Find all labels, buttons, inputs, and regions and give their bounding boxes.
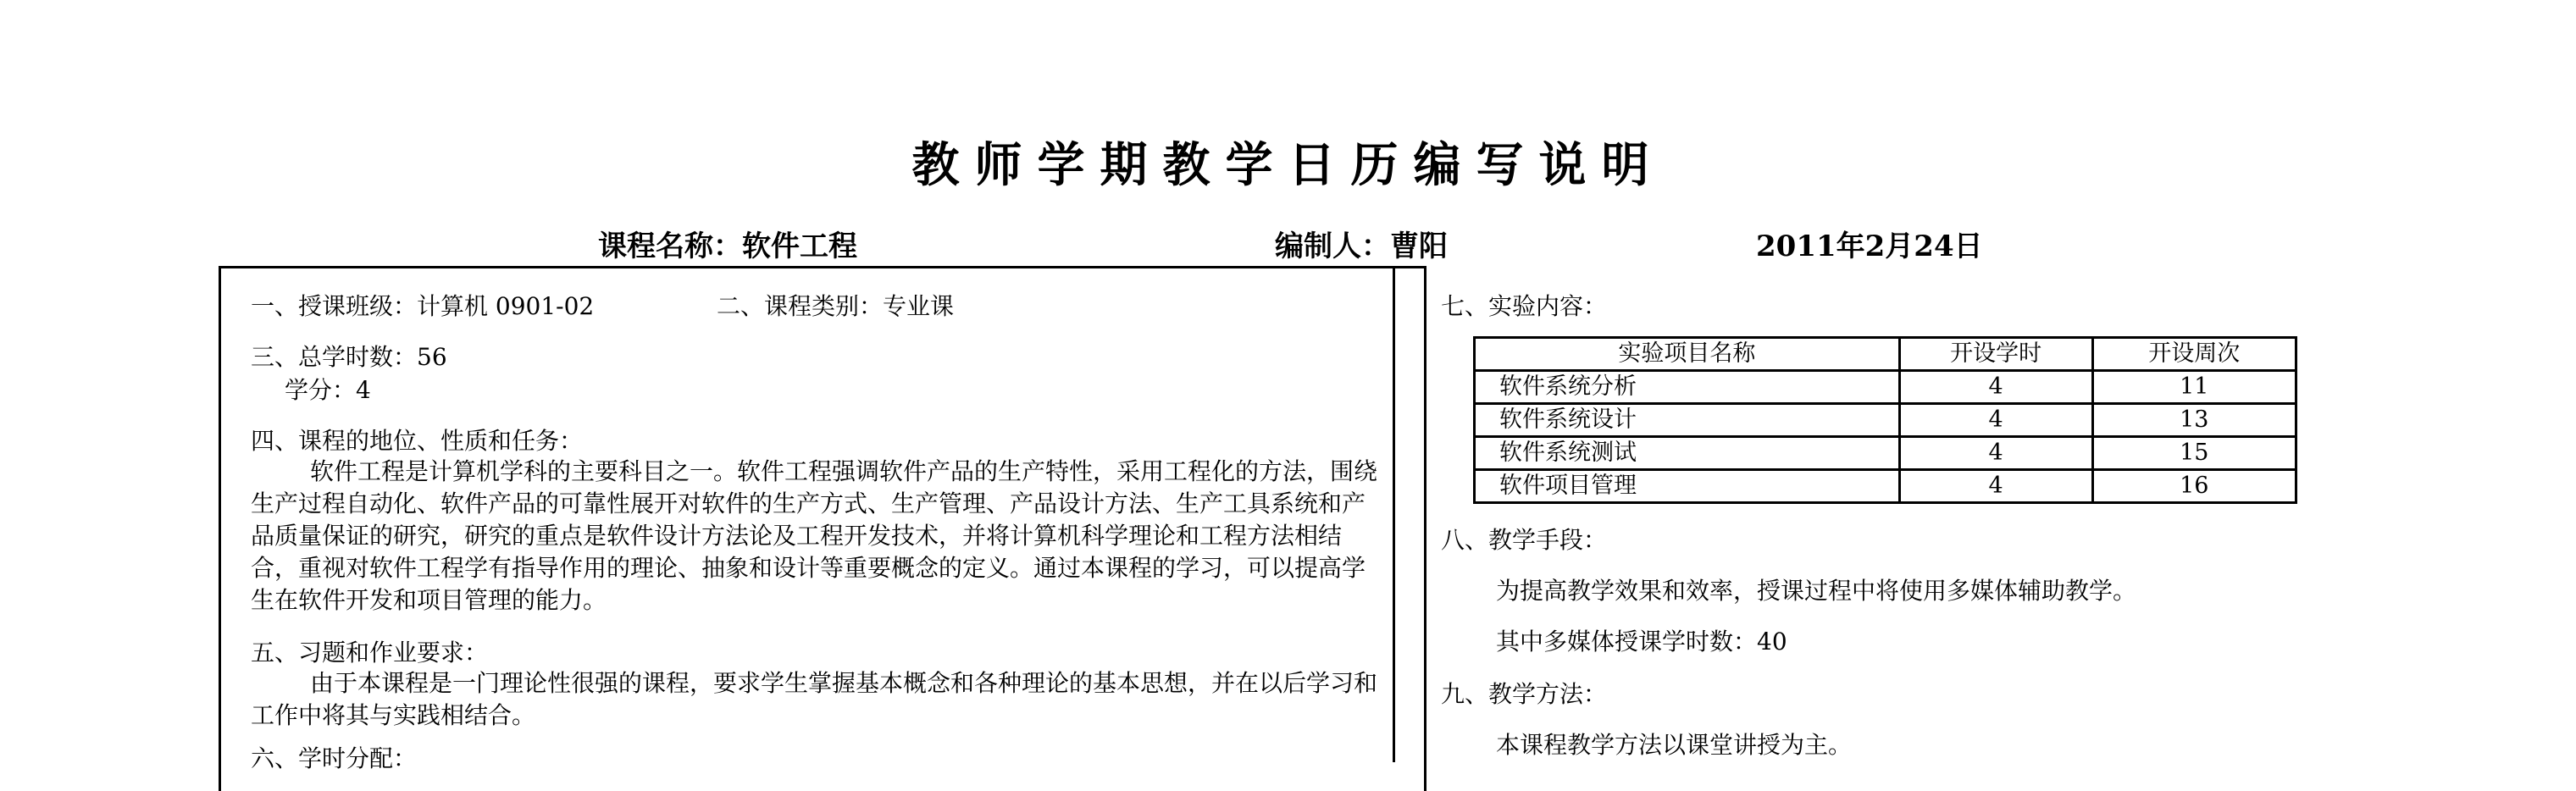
table-cell: 11 <box>2092 371 2296 404</box>
column-header: 开设学时 <box>1899 338 2092 371</box>
table-cell: 4 <box>1899 371 2092 404</box>
media-usage: 为提高教学效果和效率，授课过程中将使用多媒体辅助教学。 <box>1496 577 2137 605</box>
total-hours: 三、总学时数：56 <box>251 343 447 371</box>
table-row <box>1475 404 2296 437</box>
column-divider <box>1393 266 1395 762</box>
page-title: 教师学期教学日历编写说明 <box>911 137 1665 193</box>
author-name: 编制人：曹阳 <box>1275 230 1448 263</box>
section-7-heading: 七、实验内容： <box>1441 292 1608 320</box>
table-cell: 16 <box>2092 470 2296 503</box>
table-row <box>1475 470 2296 503</box>
section-6-heading: 六、学时分配： <box>251 744 418 772</box>
table-cell: 软件系统测试 <box>1475 437 1900 470</box>
column-header: 开设周次 <box>2092 338 2296 371</box>
table-cell: 4 <box>1899 437 2092 470</box>
table-cell: 15 <box>2092 437 2296 470</box>
course-name: 课程名称：软件工程 <box>598 230 857 263</box>
credits: 学分：4 <box>285 376 371 404</box>
teaching-method: 本课程教学方法以课堂讲授为主。 <box>1496 731 1853 759</box>
table-header-row <box>1475 338 2296 371</box>
class-info: 一、授课班级：计算机 0901-02 <box>251 292 595 320</box>
table-cell: 13 <box>2092 404 2296 437</box>
section-5-body: 由于本课程是一门理论性很强的课程，要求学生掌握基本概念和各种理论的基本思想，并在以后学习和工作中将其与实践相结合。 <box>251 669 1378 729</box>
table-cell: 软件系统设计 <box>1475 404 1900 437</box>
table-row <box>1475 371 2296 404</box>
table-cell: 4 <box>1899 404 2092 437</box>
section-4-body: 软件工程是计算机学科的主要科目之一。软件工程强调软件产品的生产特性，采用工程化的方法，围绕生产过程自动化、软件产品的可靠性展开对软件的生产方式、生产管理、产品设计方法、生产工具系统和产品质量保证的研究，研究的重点是软件设计方法论及工程开发技术，并将计算机科学理论和工程方法相结合，重视对软件工程学有指导作用的理论、抽象和设计等重要概念的定义。通过本课程的学习，可以提高学生在软件开发和项目管理的能力。 <box>251 457 1378 614</box>
section-5-heading: 五、习题和作业要求： <box>251 639 489 667</box>
table-cell: 4 <box>1899 470 2092 503</box>
section-8-heading: 八、教学手段： <box>1441 526 1608 554</box>
media-hours: 其中多媒体授课学时数：40 <box>1496 628 1787 655</box>
table-cell: 软件项目管理 <box>1475 470 1900 503</box>
date-label: 2011年2月24日 <box>1756 230 1983 263</box>
course-type: 二、课程类别：专业课 <box>717 292 955 320</box>
table-row <box>1475 437 2296 470</box>
table-cell: 软件系统分析 <box>1475 371 1900 404</box>
section-4-heading: 四、课程的地位、性质和任务： <box>251 427 584 455</box>
section-9-heading: 九、教学方法： <box>1441 680 1608 708</box>
column-header: 实验项目名称 <box>1475 338 1900 371</box>
lab-table <box>1473 336 2297 504</box>
